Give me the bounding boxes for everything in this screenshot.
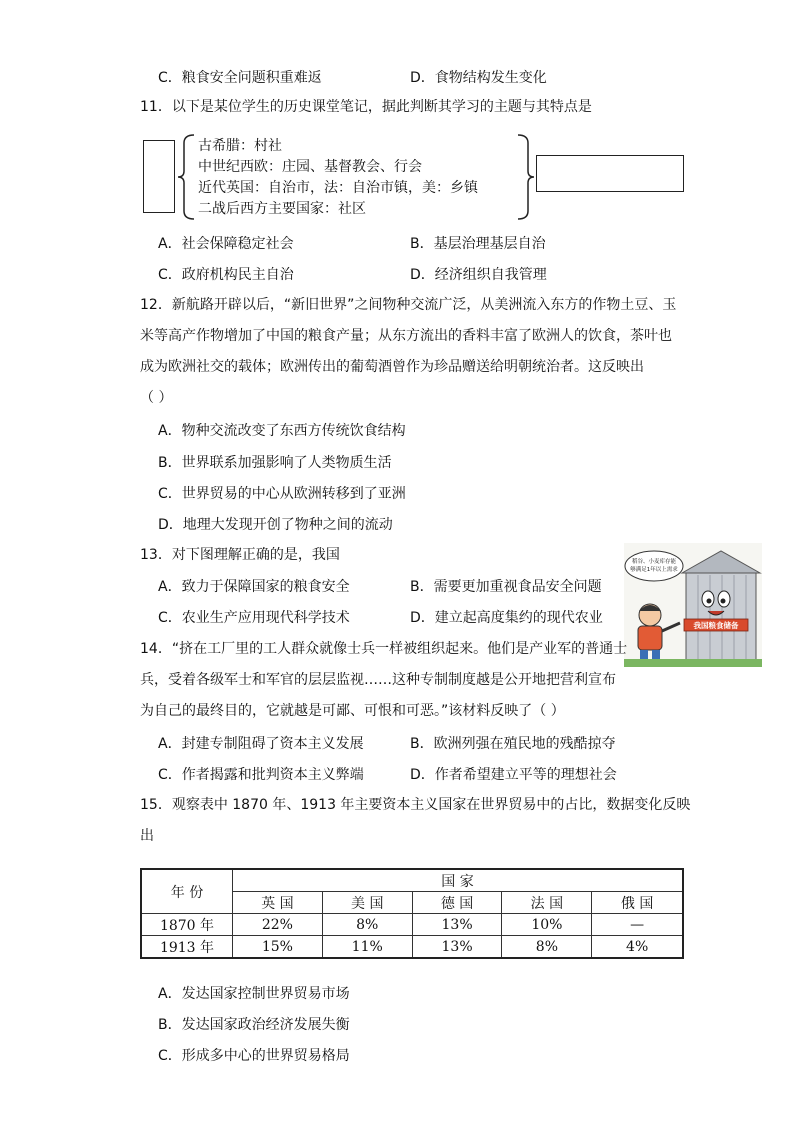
q12-option-b: B．世界联系加强影响了人类物质生活 [158,455,392,471]
cartoon-bubble-text: 稻谷、小麦库存能 [631,559,677,565]
grain-storage-cartoon [624,543,762,667]
q12-stem-line: 成为欧洲社交的载体；欧洲传出的葡萄酒曾作为珍品赠送给明朝统治者。这反映出 [140,359,644,375]
q12-option-a: A．物种交流改变了东西方传统饮食结构 [158,423,406,439]
q14-stem-line: 为自己的最终目的，它就越是可鄙、可恨和可恶。”该材料反映了（ ） [140,703,565,719]
q10-option-c: C．粮食安全问题积重难返 [158,70,322,86]
q15-option-a: A．发达国家控制世界贸易市场 [158,986,350,1002]
table-value-cell: 13% [412,936,502,959]
table-value-cell: — [592,914,683,936]
table-value-cell: 13% [412,914,502,936]
q15-stem-line: 出 [140,828,154,844]
table-value-cell: 8% [502,936,592,959]
table-country-header: 国 家 [233,869,684,892]
q15-stem-line: 15．观察表中 1870 年、1913 年主要资本主义国家在世界贸易中的占比，数据变化反映 [140,797,691,813]
table-value-cell: 22% [233,914,323,936]
q11-right-blank-box [536,155,684,192]
trade-share-table [140,868,684,959]
q11-notes [198,136,478,220]
q11-note: 中世纪西欧：庄园、基督教会、行会 [198,159,422,175]
q11-note: 二战后西方主要国家：社区 [198,201,366,217]
q14-stem-line: 兵，受着各级军士和军官的层层监视……这种专制制度越是公开地把营利宣布 [140,672,616,688]
table-year-cell: 1913 年 [141,936,233,959]
table-value-cell: 4% [592,936,683,959]
q11-option-b: B．基层治理基层自治 [410,236,546,252]
q12-option-d: D．地理大发现开创了物种之间的流动 [158,517,393,533]
table-value-cell: 15% [233,936,323,959]
q11-stem: 11．以下是某位学生的历史课堂笔记，据此判断其学习的主题与其特点是 [140,99,592,115]
q12-option-c: C．世界贸易的中心从欧洲转移到了亚洲 [158,486,406,502]
q11-note: 近代英国：自治市，法：自治市镇，美：乡镇 [198,180,478,196]
q11-option-c: C．政府机构民主自治 [158,267,294,283]
q15-option-c: C．形成多中心的世界贸易格局 [158,1048,350,1064]
table-value-cell: 11% [322,936,412,959]
q14-option-c: C．作者揭露和批判资本主义弊端 [158,767,364,783]
q11-right-brace [514,133,536,221]
q14-stem-line: 14．“挤在工厂里的工人群众就像士兵一样被组织起来。他们是产业军的普通士 [140,641,628,657]
q11-note: 古希腊：村社 [198,138,282,154]
q11-option-d: D．经济组织自我管理 [410,267,547,283]
q12-stem-line: 12．新航路开辟以后，“新旧世界”之间物种交流广泛，从美洲流入东方的作物土豆、玉 [140,297,677,313]
q12-stem-line: 米等高产作物增加了中国的粮食产量；从东方流出的香料丰富了欧洲人的饮食，茶叶也 [140,328,672,344]
q11-left-blank-box [143,140,175,213]
cartoon-illustration [624,543,762,667]
q13-option-d: D．建立起高度集约的现代农业 [410,610,603,626]
table-country-cell: 法 国 [502,892,592,914]
cartoon-sign-text: 我国粮食储备 [693,621,739,630]
q14-option-b: B．欧洲列强在殖民地的残酷掠夺 [410,736,616,752]
table-country-cell: 俄 国 [592,892,683,914]
table-value-cell: 10% [502,914,592,936]
q15-option-b: B．发达国家政治经济发展失衡 [158,1017,350,1033]
q14-option-a: A．封建专制阻碍了资本主义发展 [158,736,364,752]
table-year-cell: 1870 年 [141,914,233,936]
q10-option-d: D．食物结构发生变化 [410,70,547,86]
table-country-cell: 英 国 [233,892,323,914]
table-value-cell: 8% [322,914,412,936]
q11-option-a: A．社会保障稳定社会 [158,236,294,252]
q14-option-d: D．作者希望建立平等的理想社会 [410,767,617,783]
q13-option-a: A．致力于保障国家的粮食安全 [158,579,350,595]
q11-left-brace [176,133,198,221]
q13-option-c: C．农业生产应用现代科学技术 [158,610,350,626]
table-row [141,914,683,936]
table-country-cell: 德 国 [412,892,502,914]
table-year-header: 年 份 [141,869,233,914]
q13-option-b: B．需要更加重视食品安全问题 [410,579,602,595]
table-row [141,936,683,959]
table-country-cell: 美 国 [322,892,412,914]
q13-stem: 13．对下图理解正确的是，我国 [140,547,340,563]
q12-stem-line: （ ） [140,390,173,406]
cartoon-bubble-text: 够满足1年以上需求 [630,567,678,573]
